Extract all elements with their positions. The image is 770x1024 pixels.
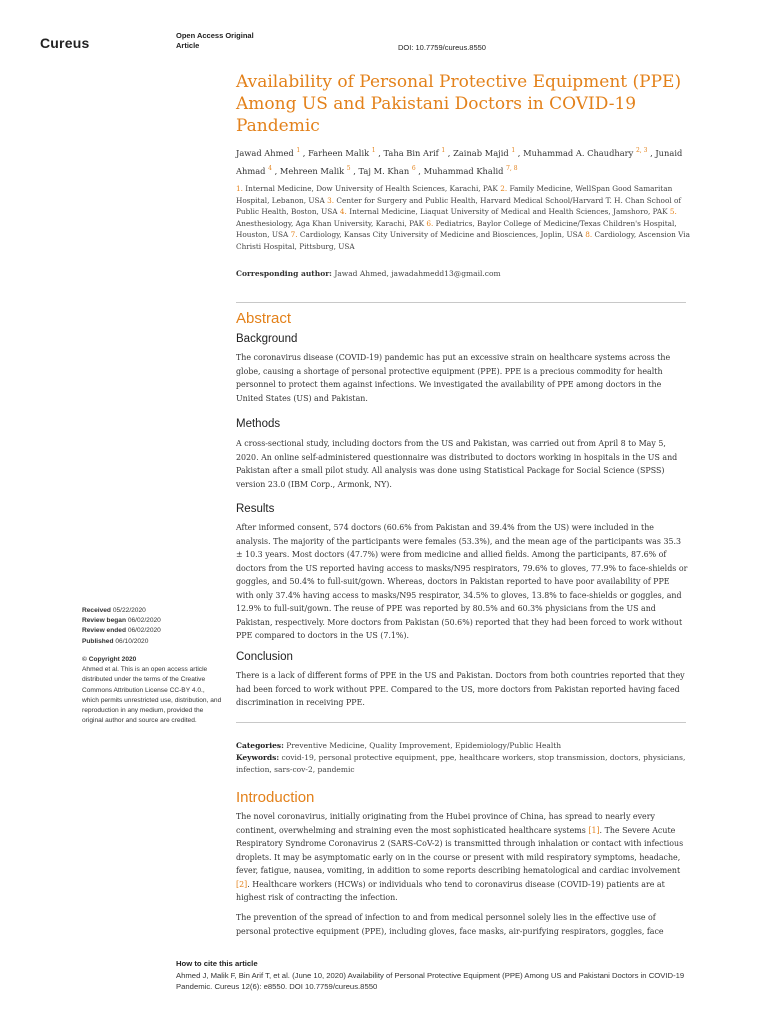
author-affiliation-marker: 1 (296, 147, 301, 154)
affiliation-number: 2. (500, 184, 510, 193)
keywords-value: covid-19, personal protective equipment, ppe, healthcare workers, stop transmission, doctors, physicians, infection, sars-cov-2, pandemic (236, 753, 686, 774)
copyright-line: © Copyright 2020 (82, 656, 137, 663)
license-text[interactable]: Ahmed et al. This is an open access article distributed under the terms of the Creative Commons Attribution License CC-BY 4.0., which permits unrestricted use, distribution, and reproduction in any medium, provided the original author and source are credited. (82, 666, 222, 725)
methods-text: A cross-sectional study, including doctors from the US and Pakistan, was carried out from April 8 to May 5, 2020. An online self-administered questionnaire was distributed to doctors working in hospitals in the US and Pakistan after a small pilot study. All analysis was done using Statistical Package for Social Science (SPSS) version 23.0 (IBM Corp., Armonk, NY). (236, 439, 678, 489)
introduction-paragraph-1: The novel coronavirus, initially originating from the Hubei province of China, has spread to nearly every continent, overwhelming and straining even the most sophisticated healthcare systems [1]. The Severe Acute Respiratory Syndrome Coronavirus 2 (SARS-CoV-2) is transmitted through inhalation or contact with infectious droplets. It may be asymptomatic early on in the course or present with mild respiratory symptoms, headache, fever, fatigue, nausea, vomiting, in addition to some reports describing hematological and cardiac involvement [2]. Healthcare workers (HCWs) or individuals who tend to coronavirus disease (COVID-19) patients are at highest risk of contracting the infection. (236, 812, 684, 902)
affiliation-text: Internal Medicine, Liaquat University of Medical and Health Sciences, Jamshoro, PAK (349, 207, 670, 216)
introduction-heading: Introduction (236, 789, 315, 806)
author-name[interactable]: Zainab Majid (453, 147, 512, 158)
journal-logo[interactable]: Cureus (40, 35, 90, 51)
affiliation-number: 8. (585, 230, 595, 239)
reference-link[interactable]: [2] (236, 879, 248, 889)
affiliation-number: 6. (426, 218, 436, 228)
introduction-paragraph-2: The prevention of the spread of infection to and from medical personnel solely lies in the effective use of personal protective equipment (PPE), including gloves, face masks, air-purifying respirators, goggles, face (236, 913, 664, 936)
categories-value[interactable]: Preventive Medicine, Quality Improvement, Epidemiology/Public Health (286, 741, 562, 750)
received-date: Received 05/22/2020 (82, 607, 146, 614)
author-affiliation-marker: 5 (346, 164, 351, 172)
affiliation-number: 3. (327, 195, 337, 205)
keywords (236, 752, 688, 775)
abstract-heading: Abstract (236, 310, 292, 327)
categories-label: Categories: (236, 741, 284, 750)
affiliation-number: 7. (290, 230, 300, 239)
categories (236, 740, 688, 752)
author-affiliation-marker: 4 (268, 164, 272, 172)
article-dates (82, 606, 222, 647)
author-affiliation-marker: 7, 8 (506, 164, 518, 172)
affiliation-list (236, 183, 696, 252)
article-type-line1: Open Access Original (176, 31, 254, 40)
affiliation-number: 5. (669, 207, 677, 216)
author-affiliation-marker: 2, 3 (635, 147, 648, 154)
author-name[interactable]: Taj M. Khan (358, 165, 412, 176)
author-affiliation-marker: 1 (511, 147, 516, 154)
affiliation-text: Center for Surgery and Public Health, Harvard Medical School/Harvard T. H. Chan School of Public Health, Boston, USA (236, 195, 682, 216)
background-text: The coronavirus disease (COVID-19) pandemic has put an excessive strain on healthcare systems across the globe, causing a shortage of personal protective equipment (PPE). PPE is a precious commodity for health personnel to protect them against infections. We investigated the availability of PPE among doctors in the United States (US) and Pakistan. (236, 353, 671, 403)
author-name[interactable]: Mehreen Malik (279, 165, 347, 176)
author-name[interactable]: Junaid Ahmad (236, 147, 683, 176)
affiliation-text: Cardiology, Ascension Via Christi Hospital, Pittsburg, USA (236, 230, 690, 251)
affiliation-text: Pediatrics, Baylor College of Medicine/Texas Children's Hospital, Houston, USA (236, 218, 677, 239)
reference-link[interactable]: [1] (588, 825, 600, 835)
copyright-block (82, 655, 222, 726)
author-affiliation-marker: 1 (441, 147, 446, 154)
affiliation-text: Family Medicine, WellSpan Good Samaritan Hospital, Lebanon, USA (236, 184, 673, 205)
background-heading: Background (236, 333, 298, 345)
corresponding-value[interactable]: Jawad Ahmed, jawadahmedd13@gmail.com (334, 269, 501, 278)
results-heading: Results (236, 503, 275, 515)
keywords-label: Keywords: (236, 753, 280, 762)
conclusion-text: There is a lack of different forms of PPE in the US and Pakistan. Doctors from both countries reported that they had been forced to work without PPE. Compared to the US, more doctors from Pakistan reported having faced discrimination in receiving PPE. (236, 671, 685, 707)
author-name[interactable]: Jawad Ahmed (236, 147, 297, 158)
corresponding-author (236, 269, 696, 278)
doi[interactable]: DOI: 10.7759/cureus.8550 (398, 43, 486, 52)
divider (236, 722, 686, 723)
affiliation-number: 4. (339, 207, 350, 216)
methods-heading: Methods (236, 418, 281, 430)
author-affiliation-marker: 1 (371, 147, 376, 154)
affiliation-number: 1. (236, 184, 246, 193)
citation-text: Ahmed J, Malik F, Bin Arif T, et al. (June 10, 2020) Availability of Personal Protective Equipment (PPE) Among US and Pakistani Doctors in COVID-19 Pandemic. Cureus 12(6): e8550. DOI 10.7759/cureus.8550 (176, 970, 685, 991)
article-type (176, 31, 254, 51)
corresponding-label: Corresponding author: (236, 269, 332, 278)
review-began-date: Review began 06/02/2020 (82, 617, 161, 625)
divider (236, 302, 686, 303)
review-ended-date: Review ended 06/02/2020 (82, 627, 161, 635)
author-name[interactable]: Taha Bin Arif (383, 147, 442, 158)
affiliation-text: Anesthesiology, Aga Khan University, Karachi, PAK (236, 218, 427, 228)
affiliation-text: Cardiology, Kansas City University of Medicine and Biosciences, Joplin, USA (299, 230, 586, 239)
article-type-line2: Article (176, 41, 200, 50)
published-date: Published 06/10/2020 (82, 637, 149, 645)
author-list: Jawad Ahmed $^1$ , Farheen Malik $^1$ , Taha Bin Arif $^1$ , Zainab Majid $^1$ , Muhammad A. Chaudhary $^{2, 3}$ , Junaid Ahmad $^4$ , Mehreen Malik $^5$ , Taj M. Khan $^6$ , Muhammad Khalid $^{7, 8}$ (236, 147, 683, 176)
author-name[interactable]: Farheen Malik (308, 147, 372, 158)
results-text: After informed consent, 574 doctors (60.6% from Pakistan and 39.4% from the US) were included in the analysis. The majority of the participants were females (53.3%), and the mean age of the participants was 35.3 ± 10.3 years. Most doctors (47.7%) were from medicine and allied fields. Among the participants, 87.6% of doctors from the US reported having access to masks/N95 respirators, 79.6% to gloves, 77.9% to face-shields or goggles, and 50.4% to full-suit/gown. Whereas, doctors in Pakistan reported to have poor availability of PPE with only 37.4% having access to masks/N95 respirator, 34.5% to gloves, 13.8% to face-shields or goggles, and 12.9% to full-suit/gown. The reuse of PPE was reported by 80.5% and 60.3% physicians from the US and Pakistan, respectively. More doctors from Pakistan (50.6%) reported that they had been forced to work without PPE compared to doctors in the US (7.1%). (236, 523, 688, 640)
affiliation-text: Internal Medicine, Dow University of Health Sciences, Karachi, PAK (245, 184, 501, 193)
citation-heading: How to cite this article (176, 959, 258, 968)
author-affiliation-marker: 6 (411, 164, 416, 172)
article-title: Availability of Personal Protective Equipment (PPE) Among US and Pakistani Doctors in COVID-19 Pandemic (236, 72, 682, 136)
citation-block (176, 958, 716, 993)
author-name[interactable]: Muhammad A. Chaudhary (523, 147, 636, 158)
author-name[interactable]: Muhammad Khalid (423, 165, 507, 176)
conclusion-heading: Conclusion (236, 651, 293, 663)
